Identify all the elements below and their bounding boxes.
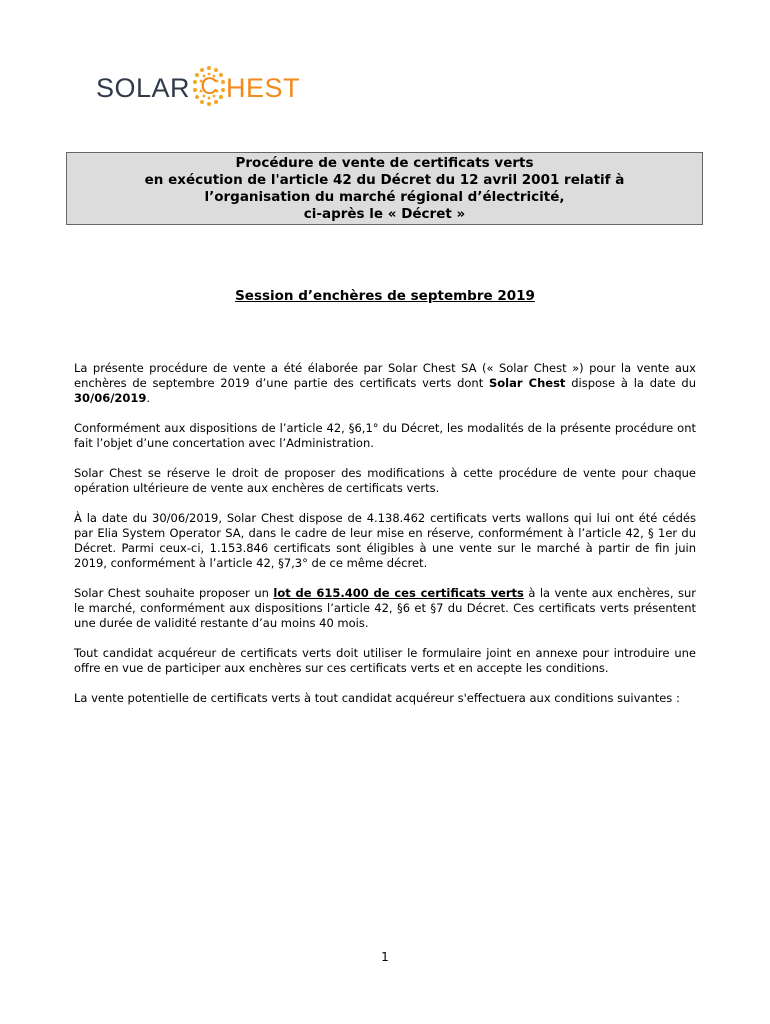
- document-title-box: [66, 152, 703, 225]
- paragraph-4: À la date du 30/06/2019, Solar Chest dispose de 4.138.462 certificats verts wallons qui lui ont été cédés par Elia System Operator SA, dans le cadre de leur mise en réserve, conformément à l’article 42, § 1er du Décret. Parmi ceux-ci, 1.153.846 certificats sont éligibles à une vente sur le marché à partir de fin juin 2019, conformément à l’article 42, §7,3° de ce même décret.: [74, 511, 696, 570]
- page-number: 1: [381, 950, 389, 964]
- sun-icon: [192, 64, 226, 108]
- paragraph-1: La présente procédure de vente a été élaborée par Solar Chest SA (« Solar Chest ») pour la vente aux enchères de septembre 2019 d’une partie des certificats verts dont Solar Chest dispose à la date du 30/06/2019.: [74, 361, 696, 405]
- paragraph-6: Tout candidat acquéreur de certificats verts doit utiliser le formulaire joint en annexe pour introduire une offre en vue de participer aux enchères sur ces certificats verts et en accepte les conditions.: [74, 646, 696, 675]
- body-text: [74, 361, 696, 721]
- session-title: Session d’enchères de septembre 2019: [235, 288, 535, 304]
- svg-text:C: C: [200, 73, 218, 100]
- title-line-1: Procédure de vente de certificats verts: [235, 154, 534, 171]
- lot-highlight: lot de 615.400 de ces certificats verts: [273, 586, 524, 600]
- title-line-4: ci-après le « Décret »: [303, 205, 466, 222]
- paragraph-7: La vente potentielle de certificats verts à tout candidat acquéreur s'effectuera aux conditions suivantes :: [74, 691, 680, 705]
- paragraph-3: Solar Chest se réserve le droit de proposer des modifications à cette procédure de vente pour chaque opération ultérieure de vente aux enchères de certificats verts.: [74, 466, 696, 495]
- paragraph-5: Solar Chest souhaite proposer un lot de 615.400 de ces certificats verts à la vente aux enchères, sur le marché, conformément aux dispositions l’article 42, §6 et §7 du Décret. Ces certificats verts présentent une durée de validité restante d’au moins 40 mois.: [74, 586, 697, 630]
- paragraph-2: Conformément aux dispositions de l’article 42, §6,1° du Décret, les modalités de la présente procédure ont fait l’objet d’une concertation avec l’Administration.: [74, 421, 696, 450]
- logo-text-solar: SOLAR: [96, 72, 191, 103]
- logo-text-chest: HEST: [226, 72, 301, 103]
- title-line-3: l’organisation du marché régional d’électricité,: [204, 188, 565, 205]
- title-line-2: en exécution de l'article 42 du Décret du 12 avril 2001 relatif à: [144, 171, 625, 188]
- solar-chest-logo: [96, 64, 300, 112]
